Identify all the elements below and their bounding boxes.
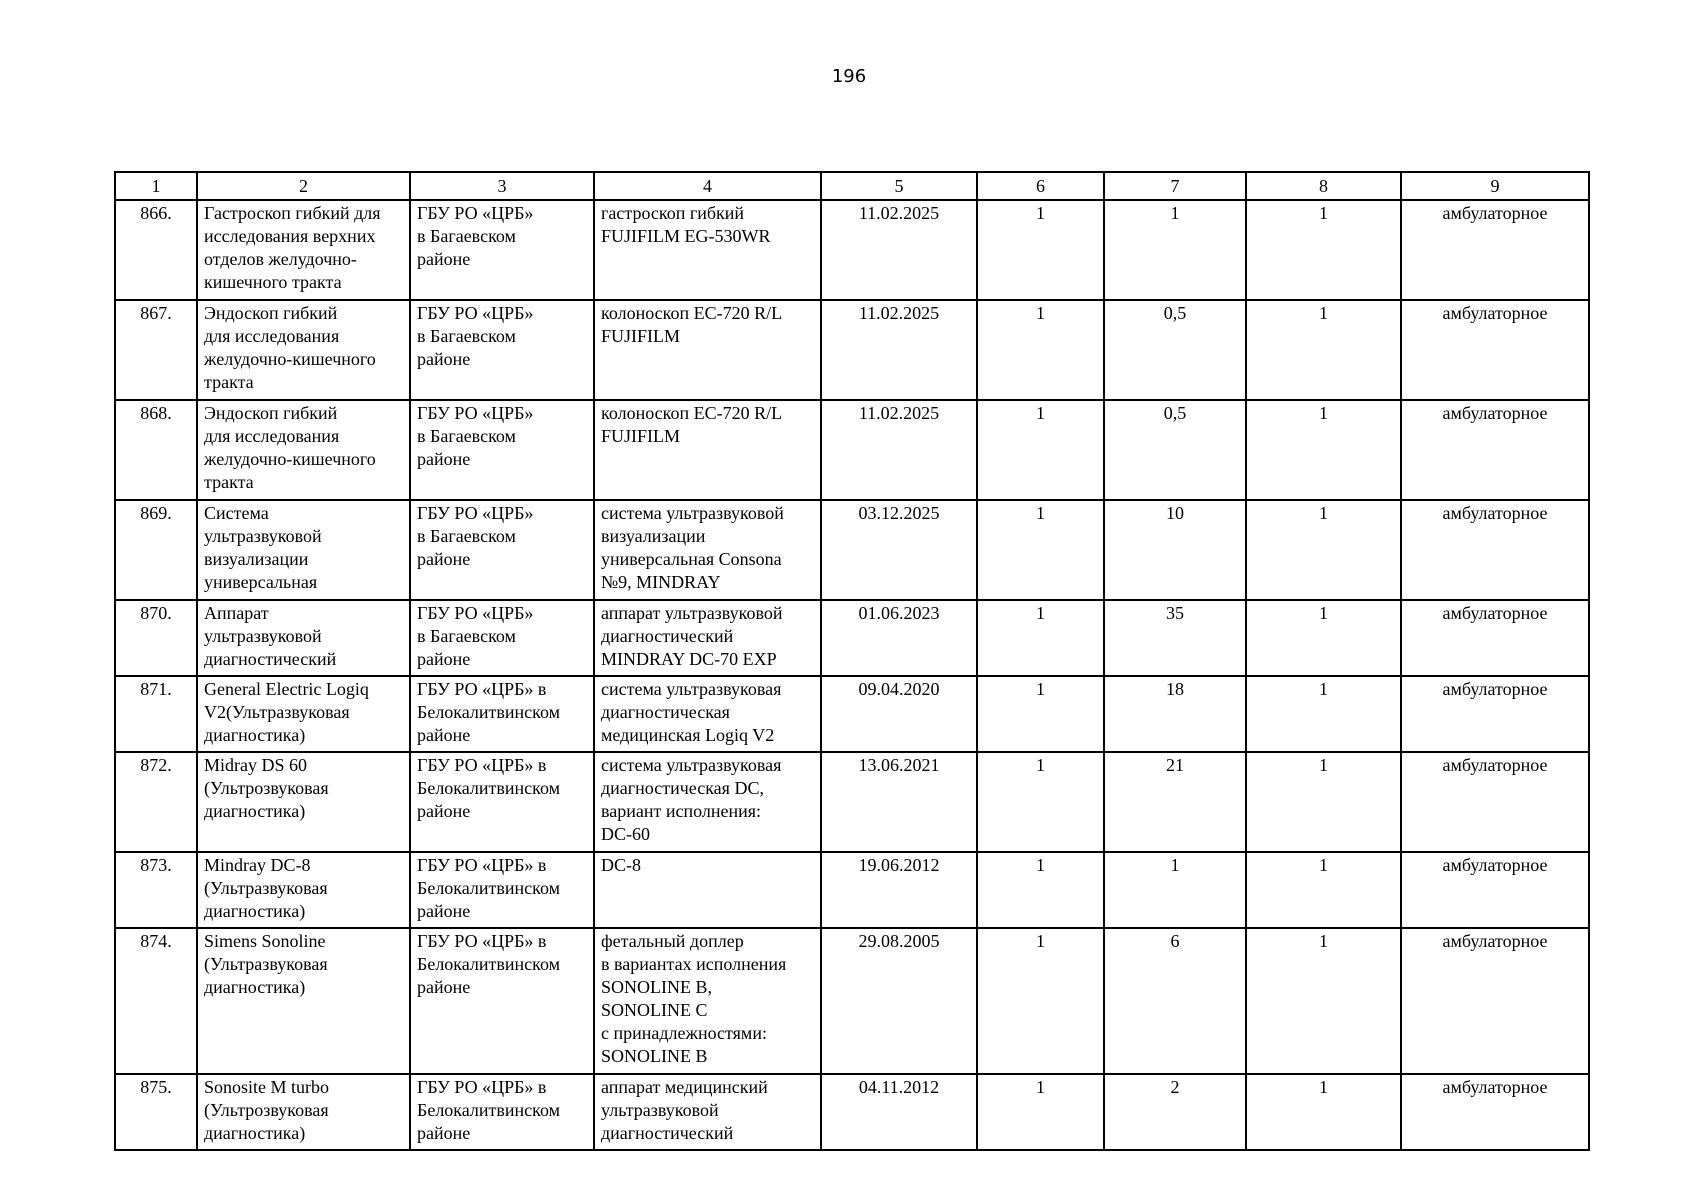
value-8: 1 xyxy=(1246,300,1401,400)
care-type: амбулаторное xyxy=(1401,1074,1589,1150)
equipment-model: аппарат медицинский ультразвуковой диагностический xyxy=(594,1074,821,1150)
value-6: 1 xyxy=(977,400,1104,500)
date: 01.06.2023 xyxy=(821,600,977,676)
date: 11.02.2025 xyxy=(821,200,977,300)
care-type: амбулаторное xyxy=(1401,300,1589,400)
value-8: 1 xyxy=(1246,200,1401,300)
column-header-8: 8 xyxy=(1246,172,1401,200)
date: 29.08.2005 xyxy=(821,928,977,1074)
row-number: 875. xyxy=(115,1074,197,1150)
equipment-model: колоноскоп EC-720 R/L FUJIFILM xyxy=(594,400,821,500)
value-7: 6 xyxy=(1104,928,1246,1074)
value-6: 1 xyxy=(977,928,1104,1074)
table-row xyxy=(115,752,1589,852)
organization: ГБУ РО «ЦРБ» в Багаевском районе xyxy=(410,300,594,400)
organization: ГБУ РО «ЦРБ» в Багаевском районе xyxy=(410,200,594,300)
value-7: 0,5 xyxy=(1104,300,1246,400)
organization: ГБУ РО «ЦРБ» в Белокалитвинском районе xyxy=(410,852,594,928)
value-7: 1 xyxy=(1104,200,1246,300)
table-row xyxy=(115,400,1589,500)
column-header-6: 6 xyxy=(977,172,1104,200)
value-7: 0,5 xyxy=(1104,400,1246,500)
column-header-3: 3 xyxy=(410,172,594,200)
equipment-name: Гастроскоп гибкий для исследования верхних отделов желудочно- кишечного тракта xyxy=(197,200,410,300)
equipment-model: гастроскоп гибкий FUJIFILM EG-530WR xyxy=(594,200,821,300)
value-6: 1 xyxy=(977,500,1104,600)
column-header-7: 7 xyxy=(1104,172,1246,200)
organization: ГБУ РО «ЦРБ» в Багаевском районе xyxy=(410,600,594,676)
care-type: амбулаторное xyxy=(1401,600,1589,676)
value-8: 1 xyxy=(1246,928,1401,1074)
equipment-name: Эндоскоп гибкий для исследования желудочно-кишечного тракта xyxy=(197,400,410,500)
value-8: 1 xyxy=(1246,1074,1401,1150)
equipment-name: Аппарат ультразвуковой диагностический xyxy=(197,600,410,676)
value-7: 10 xyxy=(1104,500,1246,600)
organization: ГБУ РО «ЦРБ» в Белокалитвинском районе xyxy=(410,1074,594,1150)
date: 19.06.2012 xyxy=(821,852,977,928)
table-row xyxy=(115,300,1589,400)
care-type: амбулаторное xyxy=(1401,752,1589,852)
table-row xyxy=(115,1074,1589,1150)
value-7: 21 xyxy=(1104,752,1246,852)
equipment-name: Sonosite M turbo (Ультрозвуковая диагностика) xyxy=(197,1074,410,1150)
value-6: 1 xyxy=(977,852,1104,928)
equipment-model: DC-8 xyxy=(594,852,821,928)
table-row xyxy=(115,200,1589,300)
equipment-name: Midray DS 60 (Ультрозвуковая диагностика) xyxy=(197,752,410,852)
equipment-name: General Electric Logiq V2(Ультразвуковая диагностика) xyxy=(197,676,410,752)
equipment-model: фетальный доплер в вариантах исполнения SONOLINE B, SONOLINE C с принадлежностями: SONOLINE B xyxy=(594,928,821,1074)
date: 04.11.2012 xyxy=(821,1074,977,1150)
table-row xyxy=(115,500,1589,600)
column-header-9: 9 xyxy=(1401,172,1589,200)
care-type: амбулаторное xyxy=(1401,500,1589,600)
header-row xyxy=(115,172,1589,200)
value-7: 18 xyxy=(1104,676,1246,752)
column-header-5: 5 xyxy=(821,172,977,200)
equipment-name: Эндоскоп гибкий для исследования желудочно-кишечного тракта xyxy=(197,300,410,400)
value-7: 35 xyxy=(1104,600,1246,676)
value-8: 1 xyxy=(1246,752,1401,852)
row-number: 870. xyxy=(115,600,197,676)
table-row xyxy=(115,600,1589,676)
value-8: 1 xyxy=(1246,400,1401,500)
row-number: 872. xyxy=(115,752,197,852)
row-number: 868. xyxy=(115,400,197,500)
value-8: 1 xyxy=(1246,600,1401,676)
value-6: 1 xyxy=(977,752,1104,852)
equipment-model: система ультразвуковой визуализации универсальная Consona №9, MINDRAY xyxy=(594,500,821,600)
equipment-table xyxy=(114,171,1590,1151)
table-row xyxy=(115,928,1589,1074)
value-8: 1 xyxy=(1246,500,1401,600)
table-row xyxy=(115,676,1589,752)
value-6: 1 xyxy=(977,300,1104,400)
equipment-model: колоноскоп EC-720 R/L FUJIFILM xyxy=(594,300,821,400)
value-7: 2 xyxy=(1104,1074,1246,1150)
equipment-model: система ультразвуковая диагностическая DC, вариант исполнения: DC-60 xyxy=(594,752,821,852)
care-type: амбулаторное xyxy=(1401,928,1589,1074)
date: 03.12.2025 xyxy=(821,500,977,600)
organization: ГБУ РО «ЦРБ» в Белокалитвинском районе xyxy=(410,676,594,752)
value-6: 1 xyxy=(977,1074,1104,1150)
value-6: 1 xyxy=(977,676,1104,752)
date: 11.02.2025 xyxy=(821,300,977,400)
value-8: 1 xyxy=(1246,852,1401,928)
equipment-name: Mindray DC-8 (Ультразвуковая диагностика) xyxy=(197,852,410,928)
care-type: амбулаторное xyxy=(1401,400,1589,500)
organization: ГБУ РО «ЦРБ» в Багаевском районе xyxy=(410,400,594,500)
organization: ГБУ РО «ЦРБ» в Багаевском районе xyxy=(410,500,594,600)
equipment-name: Simens Sonoline (Ультразвуковая диагностика) xyxy=(197,928,410,1074)
row-number: 873. xyxy=(115,852,197,928)
column-header-4: 4 xyxy=(594,172,821,200)
value-6: 1 xyxy=(977,600,1104,676)
value-8: 1 xyxy=(1246,676,1401,752)
organization: ГБУ РО «ЦРБ» в Белокалитвинском районе xyxy=(410,752,594,852)
row-number: 867. xyxy=(115,300,197,400)
column-header-2: 2 xyxy=(197,172,410,200)
value-7: 1 xyxy=(1104,852,1246,928)
care-type: амбулаторное xyxy=(1401,676,1589,752)
date: 13.06.2021 xyxy=(821,752,977,852)
care-type: амбулаторное xyxy=(1401,200,1589,300)
column-header-1: 1 xyxy=(115,172,197,200)
row-number: 871. xyxy=(115,676,197,752)
date: 09.04.2020 xyxy=(821,676,977,752)
date: 11.02.2025 xyxy=(821,400,977,500)
equipment-model: аппарат ультразвуковой диагностический MINDRAY DC-70 EXP xyxy=(594,600,821,676)
care-type: амбулаторное xyxy=(1401,852,1589,928)
organization: ГБУ РО «ЦРБ» в Белокалитвинском районе xyxy=(410,928,594,1074)
row-number: 874. xyxy=(115,928,197,1074)
value-6: 1 xyxy=(977,200,1104,300)
row-number: 866. xyxy=(115,200,197,300)
equipment-model: система ультразвуковая диагностическая медицинская Logiq V2 xyxy=(594,676,821,752)
page-number: 196 xyxy=(831,66,867,87)
equipment-name: Система ультразвуковой визуализации универсальная xyxy=(197,500,410,600)
table-row xyxy=(115,852,1589,928)
row-number: 869. xyxy=(115,500,197,600)
